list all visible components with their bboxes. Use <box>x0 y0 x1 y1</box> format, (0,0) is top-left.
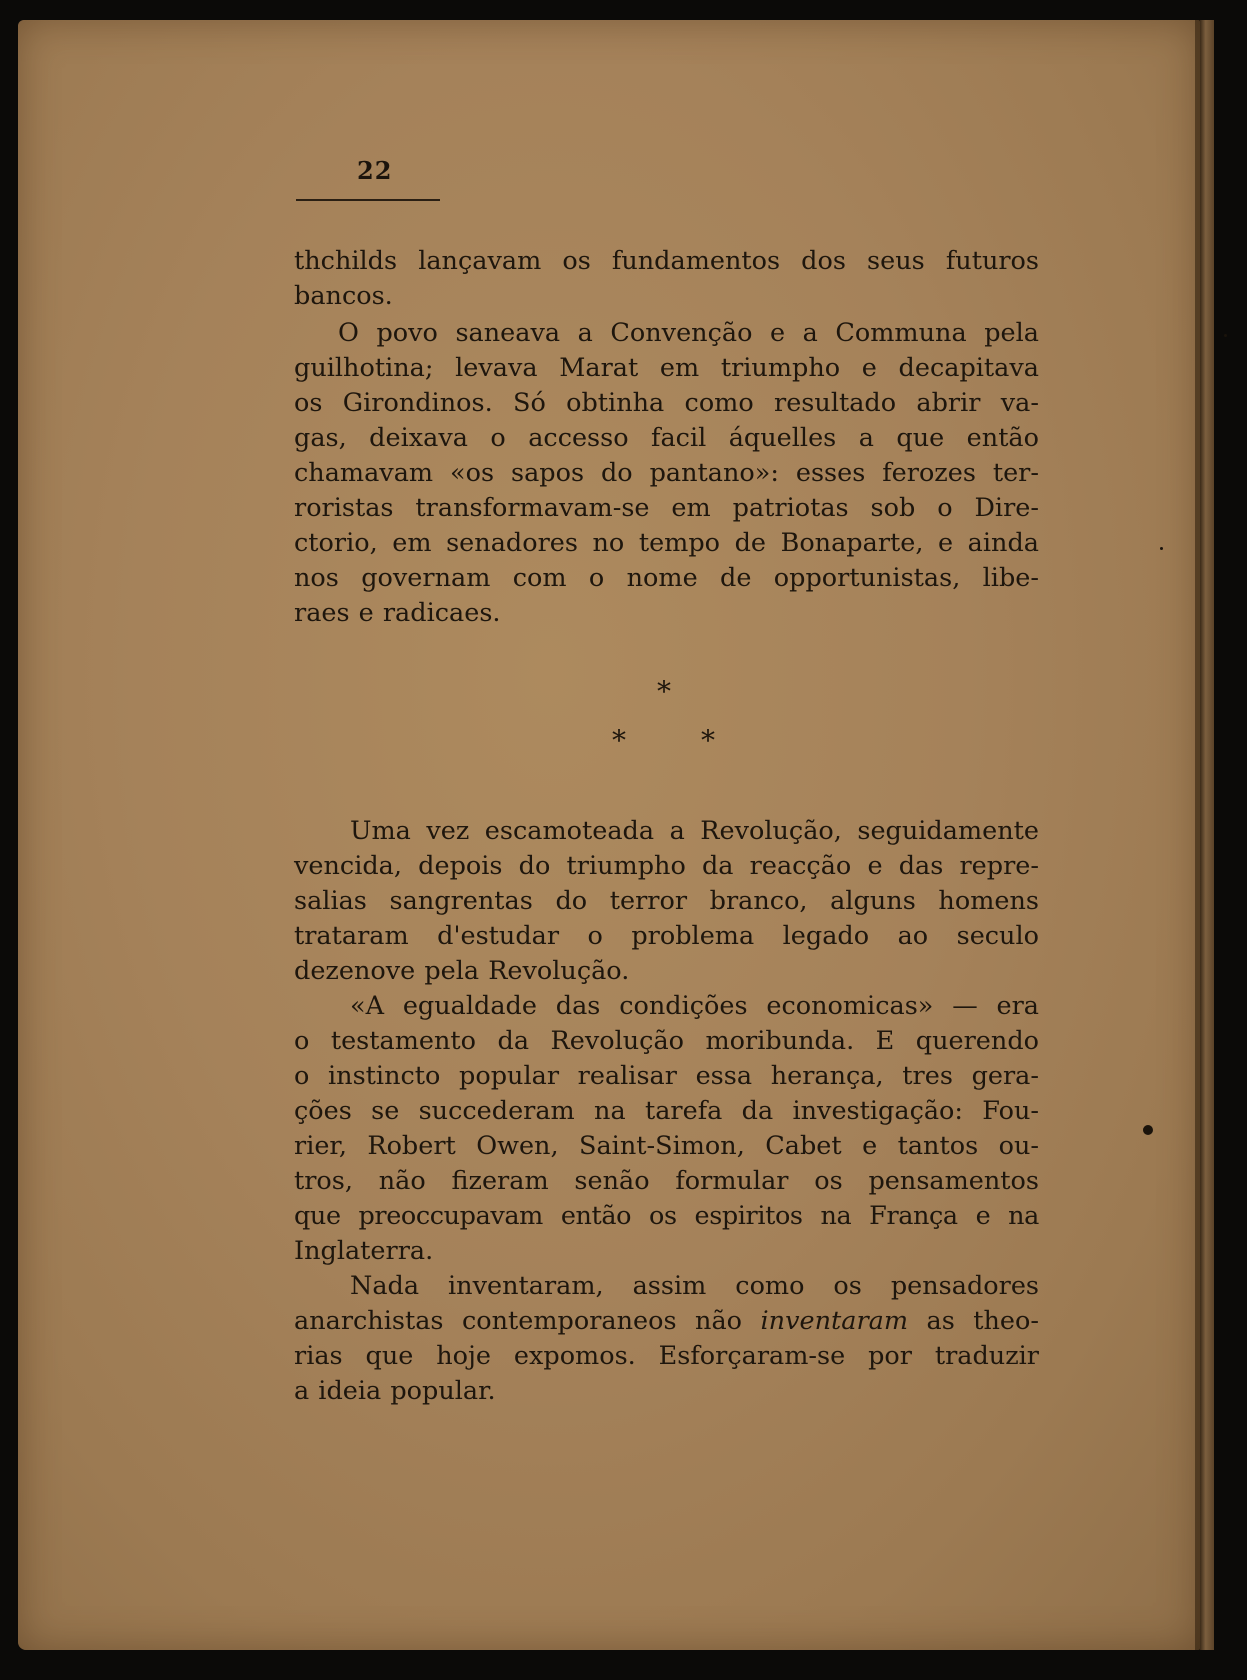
text-line: O povo saneava a Convenção e a Communa pela <box>338 318 1039 348</box>
text-line: dezenove pela Revolução. <box>294 956 630 986</box>
section-separator-asterisk: * <box>612 724 626 757</box>
paragraph-after-revolution <box>294 814 1039 989</box>
paragraph-revolution <box>294 316 1039 631</box>
text-line: «A egualdade das condições economicas» — era <box>350 991 1039 1021</box>
text-line: rias que hoje expomos. Esforçaram-se por traduzir <box>294 1341 1039 1371</box>
ink-speck <box>1160 547 1163 550</box>
text-line: Uma vez escamoteada a Revolução, seguidamente <box>350 816 1039 846</box>
next-page-edge <box>1200 20 1214 1650</box>
paragraph-equality <box>294 989 1039 1269</box>
text-line: os Girondinos. Só obtinha como resultado abrir va- <box>294 388 1039 418</box>
text-line: thchilds lançavam os fundamentos dos seus futuros <box>294 246 1039 276</box>
text-line: salias sangrentas do terror branco, alguns homens <box>294 886 1039 916</box>
text-line: tros, não fizeram senão formular os pensamentos <box>294 1166 1039 1196</box>
page-number: 22 <box>357 156 393 185</box>
text-line: a ideia popular. <box>294 1376 496 1406</box>
paragraph-continuation <box>294 244 1039 314</box>
header-rule <box>296 199 440 201</box>
text-line: raes e radicaes. <box>294 598 501 628</box>
text-line: vencida, depois do triumpho da reacção e das repre- <box>294 851 1039 881</box>
text-line: guilhotina; levava Marat em triumpho e decapitava <box>294 353 1039 383</box>
text-line: o testamento da Revolução moribunda. E querendo <box>294 1026 1039 1056</box>
paragraph-invented <box>294 1269 1039 1409</box>
text-line: bancos. <box>294 281 393 311</box>
text-line: que preoccupavam então os espiritos na França e na <box>294 1201 1039 1231</box>
text-line: gas, deixava o accesso facil áquelles a que então <box>294 423 1039 453</box>
text-line: Inglaterra. <box>294 1236 434 1266</box>
ink-speck <box>1143 1125 1153 1135</box>
text-line: rier, Robert Owen, Saint-Simon, Cabet e tantos ou- <box>294 1131 1039 1161</box>
text-line: ctorio, em senadores no tempo de Bonaparte, e ainda <box>294 528 1039 558</box>
text-run: anarchistas contemporaneos não <box>294 1306 761 1336</box>
text-line: chamavam «os sapos do pantano»: esses ferozes ter- <box>294 458 1039 488</box>
text-line: ções se succederam na tarefa da investigação: Fou- <box>294 1096 1039 1126</box>
section-separator-asterisk: * <box>657 675 671 708</box>
ink-speck <box>1224 334 1227 337</box>
italic-emphasis: inventaram <box>760 1306 909 1336</box>
text-line <box>294 1304 1039 1339</box>
text-run: as theo- <box>908 1306 1039 1336</box>
text-line: Nada inventaram, assim como os pensadores <box>350 1271 1039 1301</box>
section-separator-asterisk: * <box>701 724 715 757</box>
text-line: o instincto popular realisar essa herança, tres gera- <box>294 1061 1039 1091</box>
text-line: roristas transformavam-se em patriotas sob o Dire- <box>294 493 1039 523</box>
text-line: nos governam com o nome de opportunistas, libe- <box>294 563 1039 593</box>
text-line: trataram d'estudar o problema legado ao seculo <box>294 921 1039 951</box>
